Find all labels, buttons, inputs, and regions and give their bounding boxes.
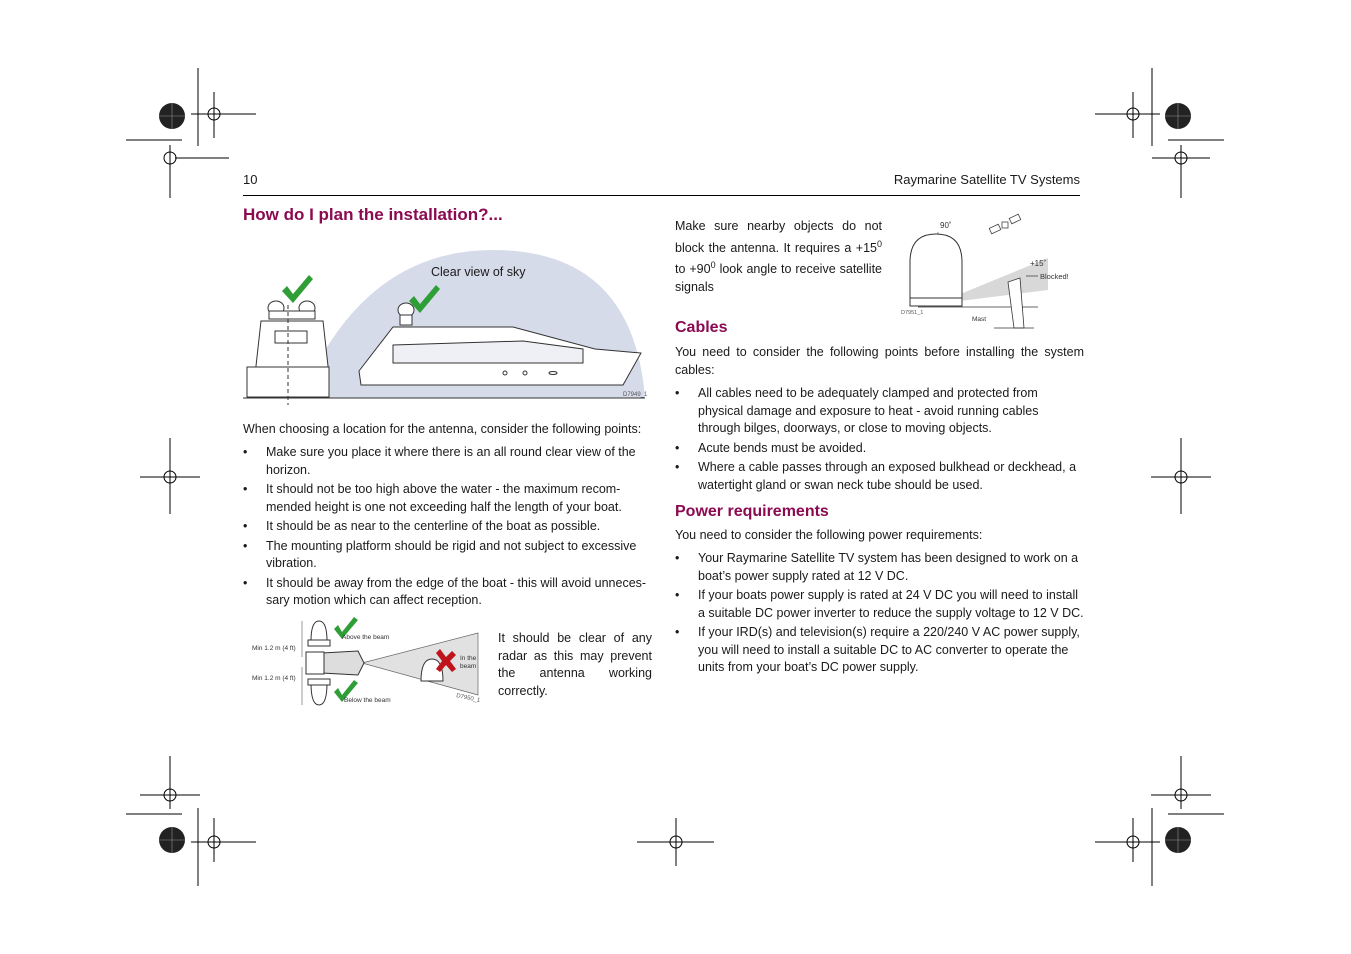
list-item: • The mounting platform should be rigid and not subject to excessive vibration. <box>243 538 653 573</box>
list-item: • It should not be too high above the water - the maximum recom-mended height is one not exceeding half the length of your boat. <box>243 481 653 516</box>
antenna-below <box>311 683 327 705</box>
min-height-top: Min 1.2 m (4 ft) <box>252 645 296 652</box>
look-text: Make sure nearby objects do not block the antenna. It requires a +15 <box>675 219 882 255</box>
cables-points <box>675 385 1084 496</box>
degree-superscript: 0 <box>710 260 716 271</box>
list-item: • If your boats power supply is rated at 24 V DC you will need to install a suitable DC power inverter to reduce the supply voltage to 12 V DC. <box>675 587 1084 622</box>
running-title: Raymarine Satellite TV Systems <box>893 172 1080 187</box>
sky-label: Clear view of sky <box>431 265 526 279</box>
look-angle-figure <box>898 212 1083 332</box>
cables-heading: Cables <box>675 319 728 336</box>
power-heading: Power requirements <box>675 503 829 520</box>
list-item: • It should be as near to the centerline of the boat as possible. <box>243 518 653 536</box>
deg-90: 90˚ <box>940 221 952 230</box>
degree-superscript: 0 <box>876 238 882 249</box>
look-angle-text <box>675 218 882 296</box>
list-item: • Make sure you place it where there is an all round clear view of the horizon. <box>243 444 653 479</box>
above-beam-label: Above the beam <box>342 634 390 641</box>
dome-icon <box>910 234 962 304</box>
in-beam-label-1: In the <box>460 655 477 662</box>
clear-view-figure <box>243 245 648 405</box>
list-item: • If your IRD(s) and television(s) require a 220/240 V AC power supply, you will need to install a suitable DC to AC converter to operate the units from your boat’s DC power supply. <box>675 624 1084 677</box>
min-height-bottom: Min 1.2 m (4 ft) <box>252 675 296 682</box>
figure-code: D7951_1 <box>901 310 924 316</box>
antenna-above <box>311 621 327 641</box>
cables-intro: You need to consider the following points before installing the system cables: <box>675 345 1084 377</box>
blocked-label: Blocked! <box>1040 272 1069 281</box>
intro-text: When choosing a location for the antenna, consider the following points: <box>243 422 642 436</box>
list-item: • Acute bends must be avoided. <box>675 440 1084 458</box>
boat-stern-view <box>247 301 329 405</box>
satellite-icon <box>989 214 1021 234</box>
in-beam-label-2: beam <box>460 663 477 670</box>
page-number: 10 <box>243 172 258 187</box>
page-title: How do I plan the installation?... <box>243 205 503 224</box>
figure-code: D7949_1 <box>623 392 648 398</box>
power-intro: You need to consider the following power requirements: <box>675 528 983 542</box>
check-icon <box>282 275 313 303</box>
power-points <box>675 550 1084 679</box>
mast-label: Mast <box>972 316 987 323</box>
look-text: to +90 <box>675 262 711 277</box>
radar-text: It should be clear of any radar as this may prevent the antenna working correctly. <box>498 631 652 698</box>
list-item: • It should be away from the edge of the boat - this will avoid unneces-sary motion which can affect reception. <box>243 575 653 610</box>
figure-code: D7950_1 <box>455 693 481 705</box>
below-beam-label: Below the beam <box>344 697 391 704</box>
list-item: • All cables need to be adequately clamped and protected from physical damage and exposure to heat - avoid running cables through bilges, doorways, or close to moving objects. <box>675 385 1084 438</box>
deg-15: +15˚ <box>1030 259 1047 268</box>
location-points <box>243 444 653 612</box>
radar-unit <box>322 651 364 675</box>
radar-beam-figure <box>250 615 482 712</box>
header-rule <box>243 195 1080 196</box>
list-item: • Your Raymarine Satellite TV system has been designed to work on a boat’s power supply rated at 12 V DC. <box>675 550 1084 585</box>
look-text: look angle to receive satellite signals <box>675 262 883 294</box>
list-item: • Where a cable passes through an exposed bulkhead or deckhead, a watertight gland or swan neck tube should be used. <box>675 459 1084 494</box>
